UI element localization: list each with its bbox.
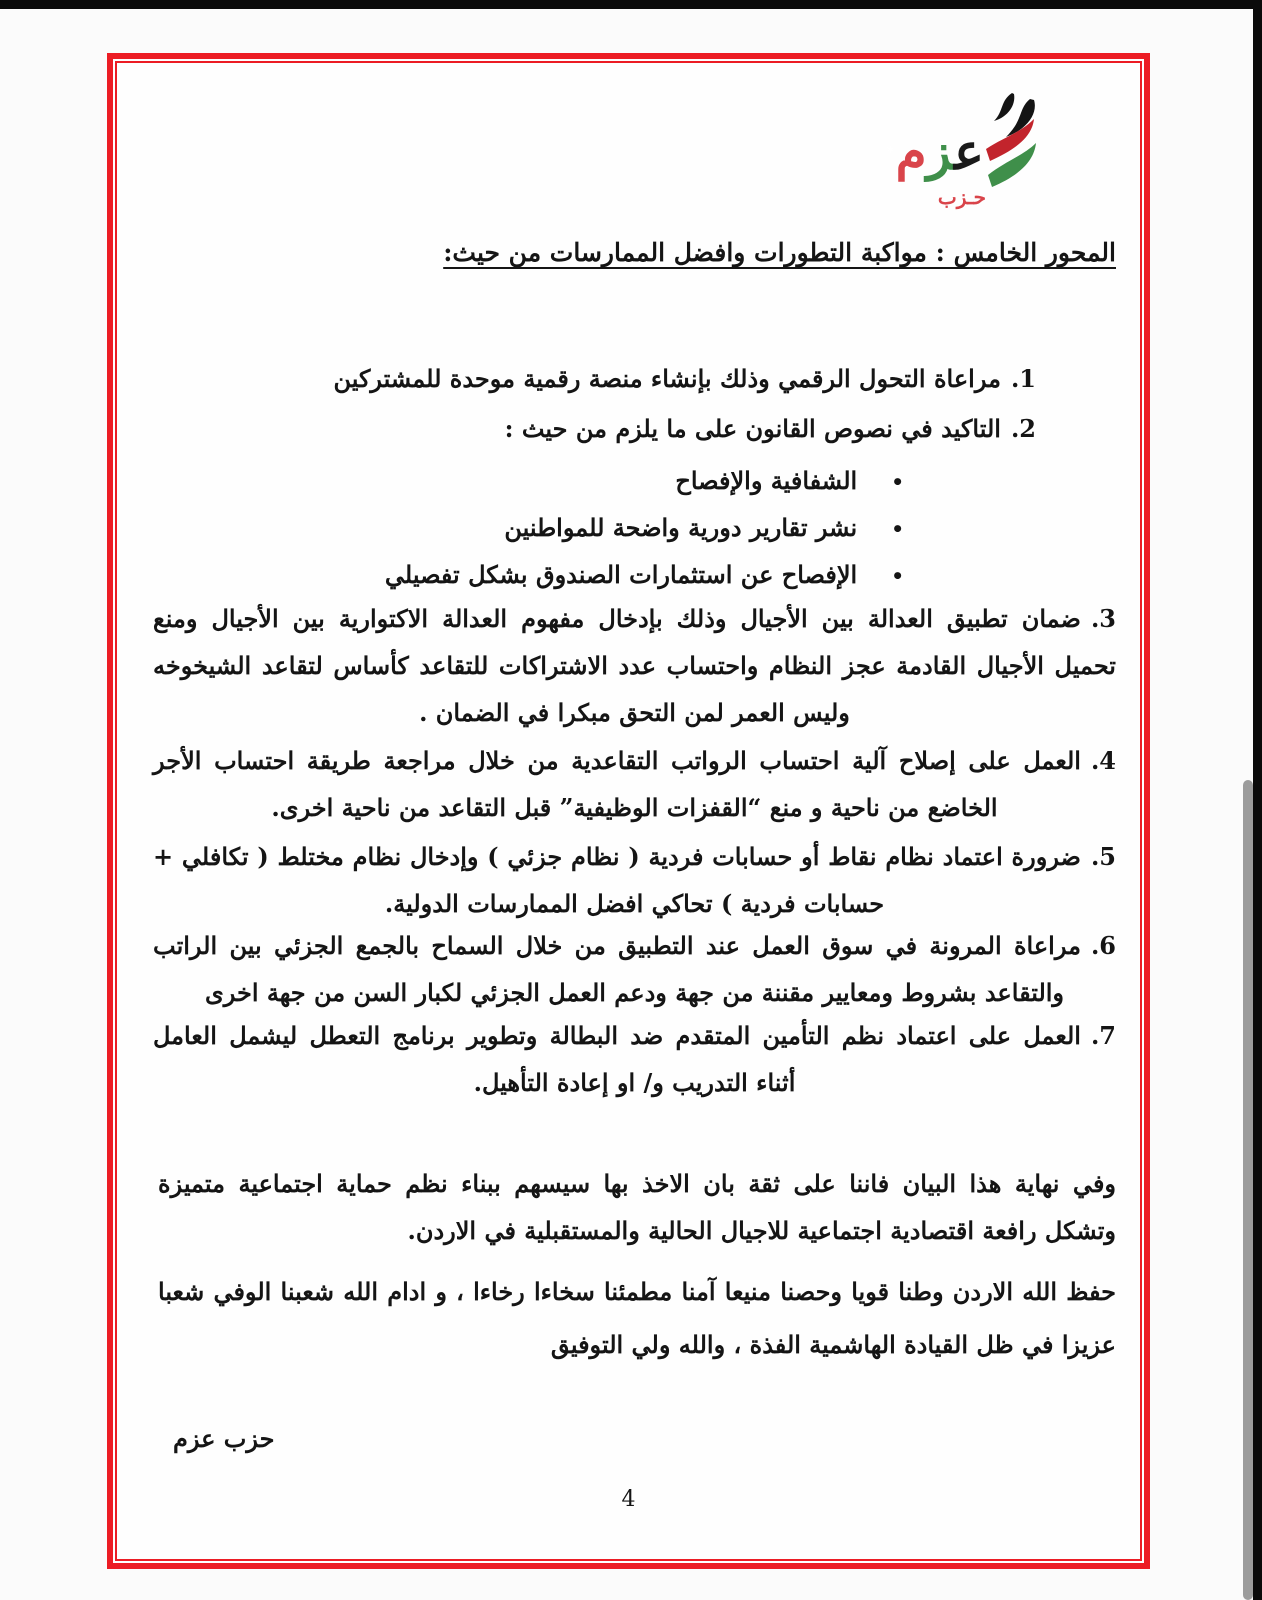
list-item-text: العمل على اعتماد نظم التأمين المتقدم ضد البطالة وتطوير برنامج التعطل ليشمل العامل أثناء التدريب و/ او إعادة التأهيل.: [153, 1021, 1081, 1097]
logo-subtitle: حـزب: [937, 185, 986, 209]
list-number: 7.: [1090, 1021, 1116, 1050]
list-number: 3.: [1090, 604, 1116, 633]
list-number: 1.: [1010, 364, 1036, 393]
page-title: المحور الخامس : مواكبة التطورات وافضل الممارسات من حيث:: [443, 238, 1116, 267]
logo-letter-meem: م: [895, 122, 927, 181]
list-item-text: ضمان تطبيق العدالة بين الأجيال وذلك بإدخال مفهوم العدالة الاكتوارية بين الأجيال ومنع تحميل الأجيال القادمة عجز النظام واحتساب عدد الاشتراكات للتقاعد كأساس لتقاعد الشيخوخه وليس العمر لمن التحق مبكرا في الضمان .: [153, 604, 1116, 727]
signature: حزب عزم: [173, 1424, 275, 1453]
list-number: 6.: [1090, 931, 1116, 960]
list-item-text: مراعاة المرونة في سوق العمل عند التطبيق من خلال السماح بالجمع الجزئي بين الراتب والتقاعد بشروط ومعايير مقننة من جهة ودعم العمل الجزئي لكبار السن من جهة اخرى: [153, 931, 1081, 1007]
list-number: 4.: [1090, 746, 1116, 775]
list-item: [153, 595, 1116, 736]
bullet-item-text: الإفصاح عن استثمارات الصندوق بشكل تفصيلي: [384, 560, 858, 589]
logo-wordmark: [895, 122, 984, 181]
list-item-text: مراعاة التحول الرقمي وذلك بإنشاء منصة رقمية موحدة للمشتركين: [333, 364, 1001, 393]
scrollbar-thumb[interactable]: [1243, 780, 1253, 1600]
list-item: [153, 922, 1116, 1016]
logo-letter-zay: ز: [926, 122, 955, 181]
bullet-item-text: الشفافية والإفصاح: [675, 466, 858, 495]
list-item: [158, 405, 1036, 452]
list-item-text: ضرورة اعتماد نظام نقاط أو حسابات فردية ( نظام جزئي ) وإدخال نظام مختلط ( تكافلي + حسابات فردية ) تحاكي افضل الممارسات الدولية.: [153, 842, 1081, 918]
bullet-item: [158, 505, 904, 552]
page-border-frame: [107, 53, 1150, 1569]
list-number: 5.: [1090, 842, 1116, 871]
list-item: [153, 833, 1116, 927]
list-number: 2.: [1010, 414, 1036, 443]
logo-letter-ain: ع: [954, 122, 984, 181]
bullet-list: [158, 458, 904, 599]
azm-flame-icon: [978, 91, 1042, 203]
list-item-text: العمل على إصلاح آلية احتساب الرواتب التقاعدية من خلال مراجعة طريقة احتساب الأجر الخاضع من ناحية و منع “القفزات الوظيفية” قبل التقاعد من ناحية اخرى.: [153, 746, 1081, 822]
right-letterbox: [1253, 0, 1262, 1600]
star-icon: ✶: [885, 143, 896, 158]
bullet-item-text: نشر تقارير دورية واضحة للمواطنين: [504, 513, 858, 542]
list-item: [153, 1012, 1116, 1106]
bullet-item: [158, 552, 904, 599]
bullet-item: [158, 458, 904, 505]
azm-party-logo: [866, 91, 1044, 211]
list-item: [153, 737, 1116, 831]
list-item-text: التاكيد في نصوص القانون على ما يلزم من حيث :: [504, 414, 1001, 443]
list-item: [158, 355, 1036, 402]
page-number: 4: [621, 1487, 636, 1512]
closing-paragraph: وفي نهاية هذا البيان فاننا على ثقة بان الاخذ بها سيسهم ببناء نظم حماية اجتماعية متميزة وتشكل رافعة اقتصادية اجتماعية للاجيال الحالية والمستقبلية في الاردن.: [158, 1169, 1117, 1245]
bullet-dot-icon: •: [891, 470, 904, 494]
bullet-dot-icon: •: [891, 517, 904, 541]
top-letterbox: [0, 0, 1262, 9]
closing-paragraph: حفظ الله الاردن وطنا قويا وحصنا منيعا آمنا مطمئنا سخاءا رخاءا ، و ادام الله شعبنا الوفي شعبا عزيزا في ظل القيادة الهاشمية الفذة ، والله ولي التوفيق: [158, 1277, 1116, 1359]
bullet-dot-icon: •: [891, 564, 904, 588]
